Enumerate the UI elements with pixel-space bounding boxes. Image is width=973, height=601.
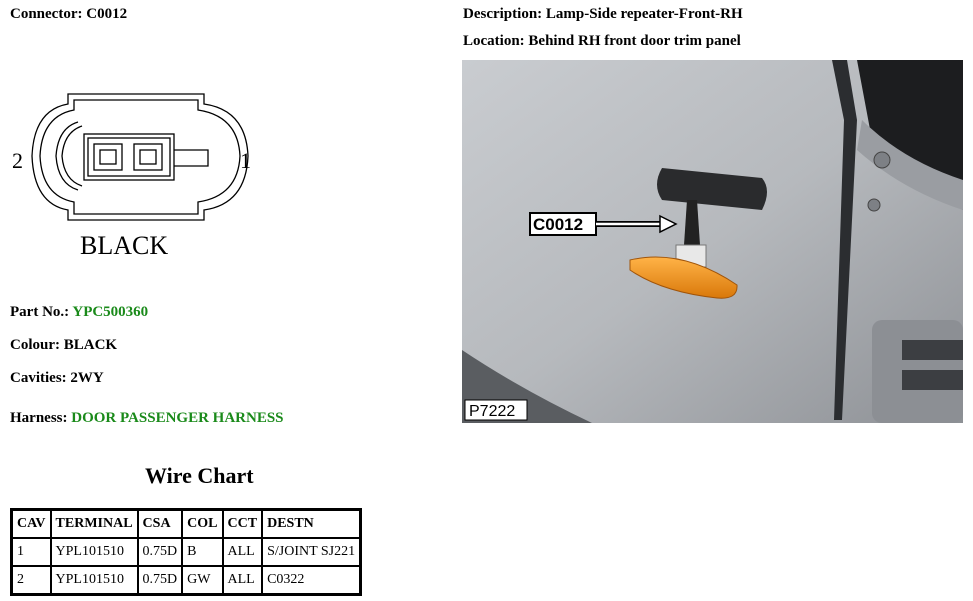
description-value: Lamp-Side repeater-Front-RH — [545, 6, 743, 22]
connector-face-diagram — [8, 88, 258, 268]
location-line — [463, 33, 741, 50]
cell-destn: C0322 — [262, 566, 361, 595]
part-no-line — [10, 304, 148, 321]
part-no-link[interactable]: YPC500360 — [72, 304, 149, 320]
colour-value: BLACK — [63, 337, 118, 353]
table-row — [12, 566, 361, 595]
connector-line — [10, 6, 127, 23]
harness-label: Harness: — [10, 410, 68, 426]
cavity-2-outer — [94, 144, 122, 170]
cavity-1-outer — [134, 144, 162, 170]
photo-ref-label: P7222 — [469, 403, 516, 420]
bolt-icon — [874, 152, 890, 168]
pin-2-label: 2 — [12, 148, 23, 173]
connector-key-left — [56, 122, 78, 190]
cell-col: B — [182, 538, 222, 566]
colour-label: Colour: — [10, 337, 60, 353]
connector-key-left-inner — [62, 126, 82, 186]
table-row — [12, 538, 361, 566]
description-line — [463, 6, 743, 23]
diagram-color-text: BLACK — [80, 231, 169, 260]
cavity-1-inner — [140, 150, 156, 164]
cell-cav: 2 — [12, 566, 51, 595]
cell-destn: S/JOINT SJ221 — [262, 538, 361, 566]
header-terminal: TERMINAL — [51, 510, 138, 539]
header-cct: CCT — [223, 510, 263, 539]
cavity-2-inner — [100, 150, 116, 164]
vent-slot-1 — [902, 340, 963, 360]
header-col: COL — [182, 510, 222, 539]
cavity-block — [84, 134, 174, 180]
table-header-row — [12, 510, 361, 539]
callout-label: C0012 — [533, 215, 584, 234]
cell-cct: ALL — [223, 538, 263, 566]
description-label: Description: — [463, 6, 543, 22]
location-label: Location: — [463, 33, 525, 49]
cell-cct: ALL — [223, 566, 263, 595]
cell-terminal: YPL101510 — [51, 566, 138, 595]
cavities-line — [10, 370, 104, 387]
vent-slot-2 — [902, 370, 963, 390]
connector-label: Connector: — [10, 6, 83, 22]
header-csa: CSA — [138, 510, 183, 539]
part-no-label: Part No.: — [10, 304, 70, 320]
connector-value: C0012 — [86, 6, 128, 22]
header-cav: CAV — [12, 510, 51, 539]
location-photo — [462, 60, 963, 423]
cavities-label: Cavities: — [10, 370, 67, 386]
bolt-icon-2 — [868, 199, 880, 211]
colour-line — [10, 337, 117, 354]
latch-tab — [174, 150, 208, 166]
wire-chart-title: Wire Chart — [145, 463, 254, 488]
header-destn: DESTN — [262, 510, 361, 539]
cell-cav: 1 — [12, 538, 51, 566]
wire-chart-table — [10, 508, 362, 596]
harness-link[interactable]: DOOR PASSENGER HARNESS — [71, 410, 284, 426]
harness-line — [10, 410, 284, 427]
cell-terminal: YPL101510 — [51, 538, 138, 566]
cell-col: GW — [182, 566, 222, 595]
cavities-value: 2WY — [70, 370, 104, 386]
pin-1-label: 1 — [240, 148, 251, 173]
cell-csa: 0.75D — [138, 538, 183, 566]
location-value: Behind RH front door trim panel — [528, 33, 741, 49]
cell-csa: 0.75D — [138, 566, 183, 595]
